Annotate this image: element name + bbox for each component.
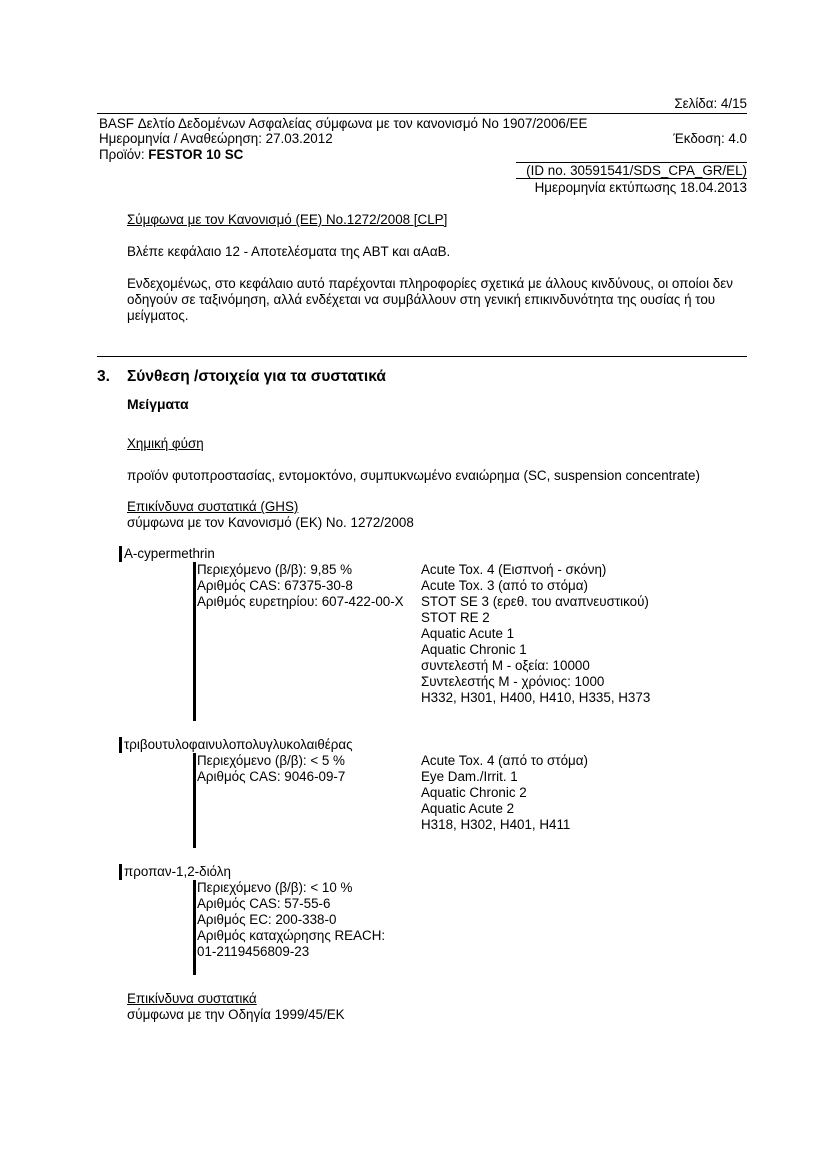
hazardous-subheading: σύμφωνα με την Οδηγία 1999/45/ΕΚ: [127, 1007, 345, 1022]
classification-line: Aquatic Chronic 1: [421, 642, 527, 657]
section-divider: [97, 356, 747, 357]
section-number: 3.: [97, 368, 110, 385]
clp-heading: Σύμφωνα με τον Κανονισμό (ΕΕ) No.1272/2008 [CLP]: [127, 212, 448, 227]
component-detail-line: Αριθμός CAS: 9046-09-7: [197, 769, 346, 784]
chemical-nature-heading: Χημική φύση: [127, 436, 204, 451]
document-id: (ID no. 30591541/SDS_CPA_GR/EL): [526, 163, 747, 178]
ghs-heading: Επικίνδυνα συστατικά (GHS): [127, 499, 299, 514]
section-subtitle: Μείγματα: [127, 396, 189, 412]
component-detail-line: Περιεχόμενο (β/β): < 10 %: [197, 880, 353, 895]
clp-paragraph-2: Ενδεχομένως, στο κεφάλαιο αυτό παρέχονται πληροφορίες σχετικά με άλλους κινδύνους, οι οποίοι δεν οδηγούν σε ταξινόμηση, αλλά ενδέχεται να συμβάλλουν στη γενική επικινδυνότητα της ουσίας ή του μείγματος.: [127, 276, 733, 323]
component-detail-bar: [193, 562, 196, 721]
document-title: BASF Δελτίο Δεδομένων Ασφαλείας σύμφωνα με τον κανονισμό Nο 1907/2006/ΕΕ: [99, 116, 588, 131]
component-detail-line: Περιεχόμενο (β/β): 9,85 %: [197, 562, 353, 577]
classification-line: H332, H301, H400, H410, H335, H373: [421, 690, 651, 705]
classification-line: Aquatic Acute 2: [421, 801, 515, 816]
classification-line: H318, H302, H401, H411: [421, 817, 571, 832]
component-detail-line: Αριθμός καταχώρησης REACH:: [197, 928, 386, 943]
classification-line: Eye Dam./Irrit. 1: [421, 769, 518, 784]
component-marker: [119, 864, 122, 880]
component-detail-line: Περιεχόμενο (β/β): < 5 %: [197, 753, 345, 768]
classification-line: Acute Tox. 4 (από το στόμα): [421, 753, 588, 768]
classification-line: Aquatic Chronic 2: [421, 785, 527, 800]
classification-line: Aquatic Acute 1: [421, 626, 515, 641]
page-number: Σελίδα: 4/15: [674, 96, 747, 111]
component-name: A-cypermethrin: [124, 546, 215, 561]
header-rule: [97, 113, 747, 114]
component-detail-line: Αριθμός ευρετηρίου: 607-422-00-X: [197, 594, 404, 609]
hazardous-heading: Επικίνδυνα συστατικά: [127, 991, 257, 1006]
id-rule-bottom: [516, 178, 747, 179]
component-detail-line: Αριθμός CAS: 67375-30-8: [197, 578, 353, 593]
component-detail-line: 01-2119456809-23: [197, 944, 310, 959]
classification-line: STOT SE 3 (ερεθ. του αναπνευστικού): [421, 594, 649, 609]
revision-date: Ημερομηνία / Αναθεώρηση: 27.03.2012: [99, 131, 333, 146]
classification-line: Συντελεστής M - χρόνιος: 1000: [421, 674, 605, 689]
product-name: FESTOR 10 SC: [148, 147, 244, 162]
section-title: Σύνθεση /στοιχεία για τα συστατικά: [127, 368, 386, 385]
chemical-nature-text: προϊόν φυτοπροστασίας, εντομοκτόνο, συμπυκνωμένο εναιώρημα (SC, suspension concentrate): [127, 468, 700, 483]
product-label: Προϊόν:: [99, 147, 149, 162]
component-marker: [119, 737, 122, 753]
classification-line: συντελεστή M - οξεία: 10000: [421, 658, 590, 673]
classification-line: Acute Tox. 3 (από το στόμα): [421, 578, 588, 593]
version: Έκδοση: 4.0: [673, 131, 747, 146]
component-detail-line: Αριθμός EC: 200-338-0: [197, 912, 337, 927]
component-detail-bar: [193, 753, 196, 848]
component-name: τριβουτυλοφαινυλοπολυγλυκολαιθέρας: [124, 737, 353, 752]
ghs-subheading: σύμφωνα με τον Κανονισμό (ΕΚ) No. 1272/2008: [127, 515, 414, 530]
component-name: προπαν-1,2-διόλη: [124, 864, 231, 879]
classification-line: Acute Tox. 4 (Εισπνοή - σκόνη): [421, 562, 607, 577]
component-marker: [119, 546, 122, 562]
print-date: Ημερομηνία εκτύπωσης 18.04.2013: [534, 180, 747, 195]
clp-paragraph-1: Βλέπε κεφάλαιο 12 - Αποτελέσματα της ΑΒΤ και αΑαΒ.: [127, 244, 451, 259]
component-detail-line: Αριθμός CAS: 57-55-6: [197, 896, 331, 911]
product-line: [99, 147, 243, 163]
classification-line: STOT RE 2: [421, 610, 490, 625]
component-detail-bar: [193, 880, 196, 975]
